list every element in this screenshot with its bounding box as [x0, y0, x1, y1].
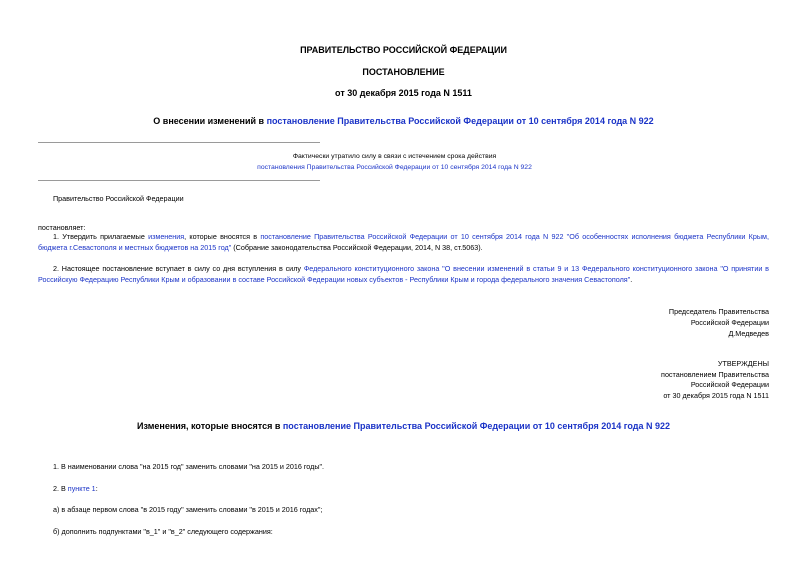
change-item-2 — [53, 484, 98, 493]
title-prefix: О внесении изменений в — [153, 116, 267, 126]
change-item-2-prefix: 2. В — [53, 484, 68, 493]
approval-line2: постановлением Правительства — [661, 370, 769, 379]
item-1-text-b: , которые вносятся в — [184, 232, 261, 241]
item-2 — [38, 264, 769, 285]
change-item-4: б) дополнить подпунктами "в_1" и "в_2" следующего содержания: — [53, 527, 273, 536]
item-1-text-a: 1. Утвердить прилагаемые — [53, 232, 149, 241]
title-link[interactable]: постановление Правительства Российской Федерации от 10 сентября 2014 года N 922 — [266, 116, 654, 126]
changes-title — [0, 421, 807, 431]
approval-line4: от 30 декабря 2015 года N 1511 — [663, 391, 769, 400]
change-item-2-suffix: : — [95, 484, 98, 493]
status-note-link[interactable]: постановления Правительства Российской Федерации от 10 сентября 2014 года N 922 — [257, 164, 532, 171]
item-1-link-changes[interactable]: изменения — [148, 232, 185, 241]
change-item-2-link[interactable]: пункте 1 — [67, 484, 96, 493]
government-heading: ПРАВИТЕЛЬСТВО РОССИЙСКОЙ ФЕДЕРАЦИИ — [300, 45, 507, 55]
divider-bottom — [38, 180, 320, 181]
changes-title-link[interactable]: постановление Правительства Российской Федерации от 10 сентября 2014 года N 922 — [282, 421, 670, 431]
item-1-text-c: (Собрание законодательства Российской Федерации, 2014, N 38, ст.5063). — [231, 242, 483, 252]
change-item-3: а) в абзаце первом слова "в 2015 году" заменить словами "в 2015 и 2016 годах"; — [53, 505, 323, 514]
resolves-text: постановляет: — [38, 223, 86, 232]
change-item-1: 1. В наименовании слова "на 2015 год" заменить словами "на 2015 и 2016 годы". — [53, 462, 325, 471]
item-1-link-resolution[interactable]: постановление Правительства Российской Федерации от 10 сентября 2014 года N 922 "Об особенностях исполнения бюджета Республики Крым, бюджета г.Севастополя и местных бюджетов на 2015 год" — [38, 232, 769, 252]
signature-name: Д.Медведев — [728, 329, 769, 338]
approval-line3: Российской Федерации — [690, 380, 769, 389]
document-date-number: от 30 декабря 2015 года N 1511 — [335, 88, 472, 98]
item-2-link-law[interactable]: Федерального конституционного закона "О внесении изменений в статьи 9 и 13 Федерального конституционного закона "О принятии в Российскую Федерацию Республики Крым и образовании в составе Российской Федерации новых субъектов - Республики Крым и города федерального значения Севастополя" — [38, 264, 769, 284]
issuer: Правительство Российской Федерации — [53, 194, 184, 203]
status-note-line1: Фактически утратило силу в связи с истечением срока действия — [292, 153, 497, 160]
document-type: ПОСТАНОВЛЕНИЕ — [362, 67, 445, 77]
changes-title-prefix: Изменения, которые вносятся в — [137, 421, 283, 431]
item-1 — [38, 232, 769, 253]
signature-line1: Председатель Правительства — [668, 307, 769, 316]
item-2-text-b: . — [630, 274, 633, 284]
divider-top — [38, 142, 320, 143]
item-2-text-a: 2. Настоящее постановление вступает в силу со дня вступления в силу — [53, 264, 304, 273]
signature-line2: Российской Федерации — [690, 318, 769, 327]
approval-line1: УТВЕРЖДЕНЫ — [717, 359, 769, 368]
document-title — [0, 116, 807, 126]
